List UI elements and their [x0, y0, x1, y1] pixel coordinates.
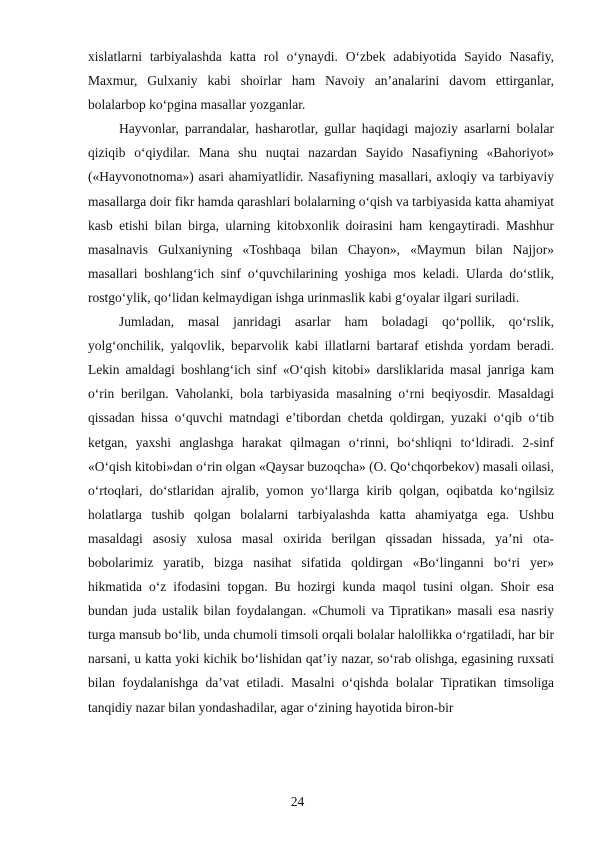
- page-number: 24: [290, 794, 305, 809]
- paragraph-1: xislatlarni tarbiyalashda katta rol o‘ynaydi. O‘zbek adabiyotida Sayido Nasafiy, Maxmur, Gulxaniy kabi shoirlar ham Navoiy an’analarini davom ettirganlar, bolalarbop ko‘pgina masallar yozganlar.: [88, 49, 554, 113]
- paragraph-2: Hayvonlar, parrandalar, hasharotlar, gullar haqidagi majoziy asarlarni bolalar qiziqib o‘qiydilar. Mana shu nuqtai nazardan Sayido Nasafiyning «Bahoriyot» («Hayvonotnoma») asari ahamiyatlidir. Nasafiyning masallari, axloqiy va tarbiyaviy masallarga doir fikr hamda qarashlari bolalarning o‘qish va tarbiyasida katta ahamiyat kasb etishi bilan birga, ularning kitobxonlik doirasini ham kengaytiradi. Mashhur masalnavis Gulxaniyning «Toshbaqa bilan Chayon», «Maymun bilan Najjor» masallari boshlang‘ich sinf o‘quvchilarining yoshiga mos keladi. Ularda do‘stlik, rostgo‘ylik, qo‘lidan kelmaydigan ishga urinmaslik kabi g‘oyalar ilgari suriladi.: [88, 121, 554, 305]
- paragraph-3: Jumladan, masal janridagi asarlar ham boladagi qo‘pollik, qo‘rslik, yolg‘onchilik, yalqovlik, beparvolik kabi illatlarni bartaraf etishda yordam beradi. Lekin amaldagi boshlang‘ich sinf «O‘qish kitobi» darsliklarida masal janriga kam o‘rin berilgan. Vaholanki, bola tarbiyasida masalning o‘rni beqiyosdir. Masaldagi qissadan hissa o‘quvchi matndagi e’tibordan chetda qoldirgan, yuzaki o‘qib o‘tib ketgan, yaxshi anglashga harakat qilmagan o‘rinni, bo‘shliqni to‘ldiradi. 2-sinf «O‘qish kitobi»dan o‘rin olgan «Qaysar buzoqcha» (O. Qo‘chqorbekov) masali oilasi, o‘rtoqlari, do‘stlaridan ajralib, yomon yo‘llarga kirib qolgan, oqibatda ko‘ngilsiz holatlarga tushib qolgan bolalarni tarbiyalashda katta ahamiyatga ega. Ushbu masaldagi asosiy xulosa masal oxirida berilgan qissadan hissada, ya’ni ota-bobolarimiz yaratib, bizga nasihat sifatida qoldirgan «Bo‘linganni bo‘ri yer» hikmatida o‘z ifodasini topgan. Bu hozirgi kunda maqol tusini olgan. Shoir esa bundan juda ustalik bilan foydalangan. «Chumoli va Tipratikan» masali esa nasriy turga mansub bo‘lib, unda chumoli timsoli orqali bolalar halollikka o‘rgatiladi, har bir narsani, u katta yoki kichik bo‘lishidan qat’iy nazar, so‘rab olishga, egasining ruxsati bilan foydalanishga da’vat etiladi. Masalni o‘qishda bolalar Tipratikan timsoliga tanqidiy nazar bilan yondashadilar, agar o‘zining hayotida biron-bir: [88, 314, 555, 715]
- body-text: [88, 45, 554, 720]
